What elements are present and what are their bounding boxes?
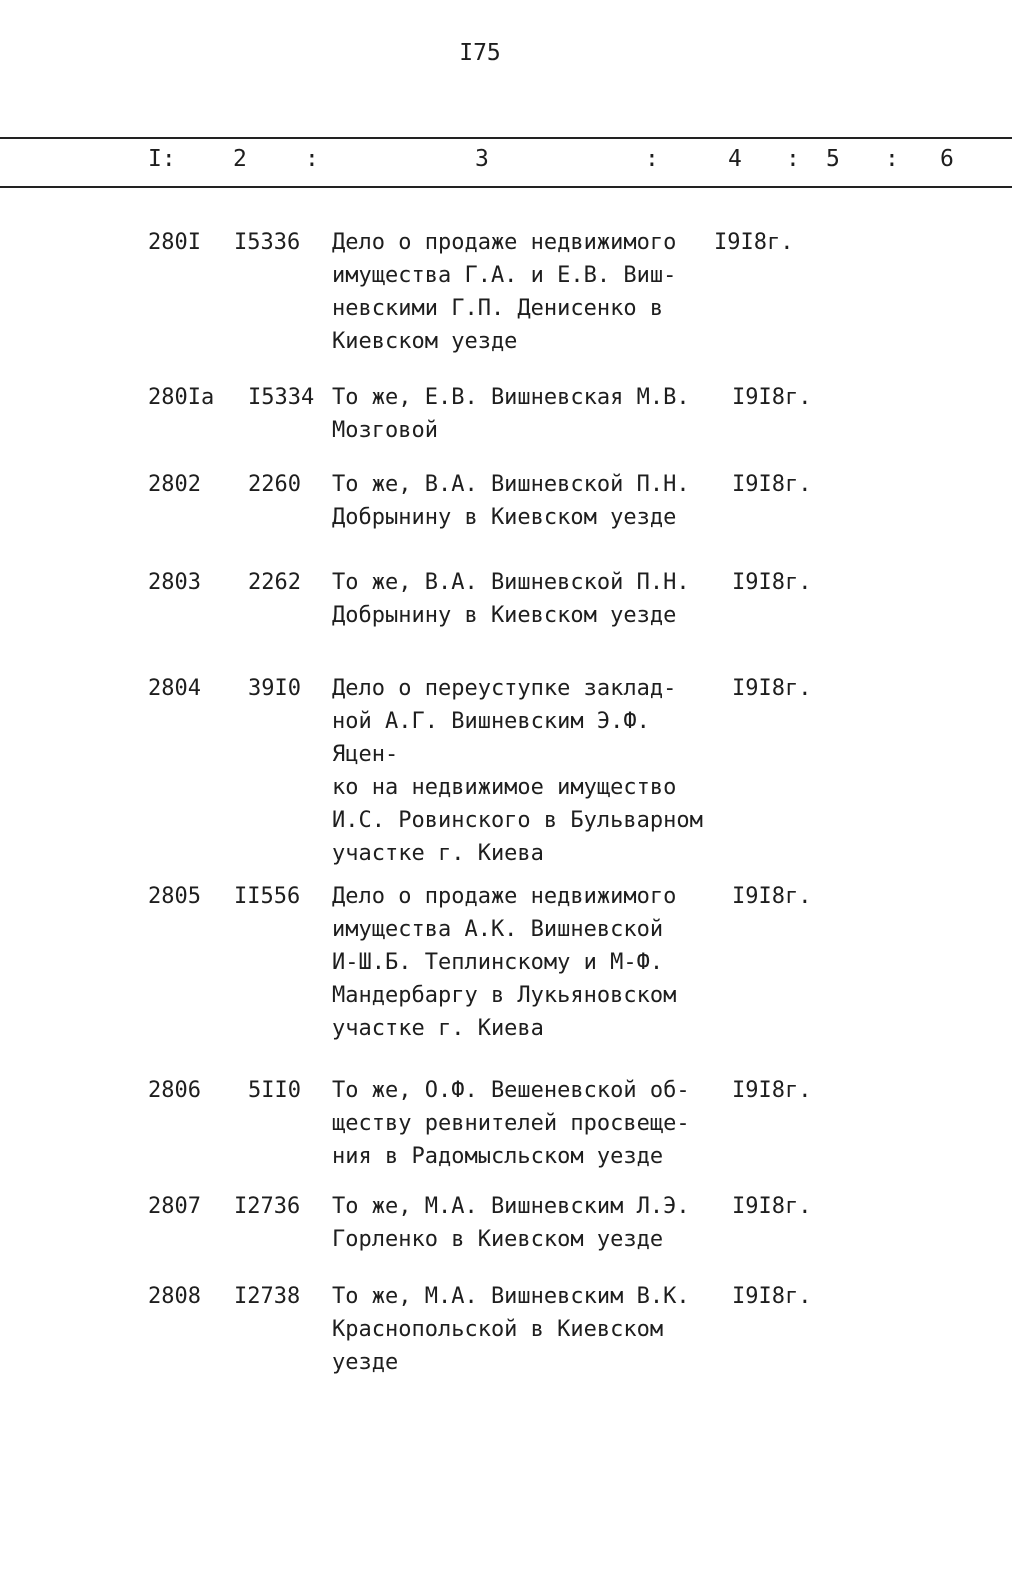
column-header-1: I: xyxy=(148,146,176,172)
column-separator: : xyxy=(645,146,659,172)
record-year: I9I8г. xyxy=(714,230,794,255)
record-year: I9I8г. xyxy=(732,472,812,497)
column-header-3: 3 xyxy=(475,146,489,172)
record-number: 2806 xyxy=(148,1078,201,1103)
column-separator: : xyxy=(786,146,800,172)
record-title: То же, М.А. Вишневским Л.Э. Горленко в Киевском уезде xyxy=(332,1194,690,1252)
record-title: Дело о переуступке заклад- ной А.Г. Вишневским Э.Ф. Яцен- ко на недвижимое имущество И.С. Ровинского в Бульварном участке г. Киева xyxy=(332,676,703,866)
record-id: I5336 xyxy=(234,230,301,255)
record-number: 280I xyxy=(148,230,201,255)
page-number: I75 xyxy=(459,40,501,66)
record-id: 2262 xyxy=(248,570,301,595)
column-separator: : xyxy=(885,146,899,172)
record-title: Дело о продаже недвижимого имущества Г.А. и Е.В. Виш- невскими Г.П. Денисенко в Киевском уезде xyxy=(332,230,677,354)
record-title: То же, М.А. Вишневским В.К. Краснопольской в Киевском уезде xyxy=(332,1284,690,1375)
record-id: I2736 xyxy=(234,1194,301,1219)
record-title: То же, О.Ф. Вешеневской об- ществу ревнителей просвеще- ния в Радомысльском уезде xyxy=(332,1078,690,1169)
record-id: II556 xyxy=(234,884,301,909)
column-header-5: 5 xyxy=(826,146,840,172)
column-header-6: 6 xyxy=(940,146,954,172)
column-header-4: 4 xyxy=(728,146,742,172)
record-year: I9I8г. xyxy=(732,1194,812,1219)
record-number: 2808 xyxy=(148,1284,201,1309)
header-top-rule xyxy=(0,137,1012,139)
record-year: I9I8г. xyxy=(732,884,812,909)
record-id: 2260 xyxy=(248,472,301,497)
record-id: 39I0 xyxy=(248,676,301,701)
record-number: 2807 xyxy=(148,1194,201,1219)
column-header-2: 2 xyxy=(233,146,247,172)
record-number: 2805 xyxy=(148,884,201,909)
record-title: То же, В.А. Вишневской П.Н. Добрынину в Киевском уезде xyxy=(332,472,690,530)
record-year: I9I8г. xyxy=(732,1284,812,1309)
record-year: I9I8г. xyxy=(732,385,812,410)
record-number: 2803 xyxy=(148,570,201,595)
record-id: I2738 xyxy=(234,1284,301,1309)
record-number: 280Iа xyxy=(148,385,215,410)
record-number: 2804 xyxy=(148,676,201,701)
header-bottom-rule xyxy=(0,186,1012,188)
record-year: I9I8г. xyxy=(732,570,812,595)
record-id: 5II0 xyxy=(248,1078,301,1103)
record-year: I9I8г. xyxy=(732,1078,812,1103)
record-title: То же, Е.В. Вишневская М.В. Мозговой xyxy=(332,385,690,443)
record-id: I5334 xyxy=(248,385,315,410)
record-title: То же, В.А. Вишневской П.Н. Добрынину в Киевском уезде xyxy=(332,570,690,628)
column-separator: : xyxy=(305,146,319,172)
record-number: 2802 xyxy=(148,472,201,497)
record-title: Дело о продаже недвижимого имущества А.К. Вишневской И-Ш.Б. Теплинскому и М-Ф. Мандербаргу в Лукьяновском участке г. Киева xyxy=(332,884,677,1041)
record-year: I9I8г. xyxy=(732,676,812,701)
